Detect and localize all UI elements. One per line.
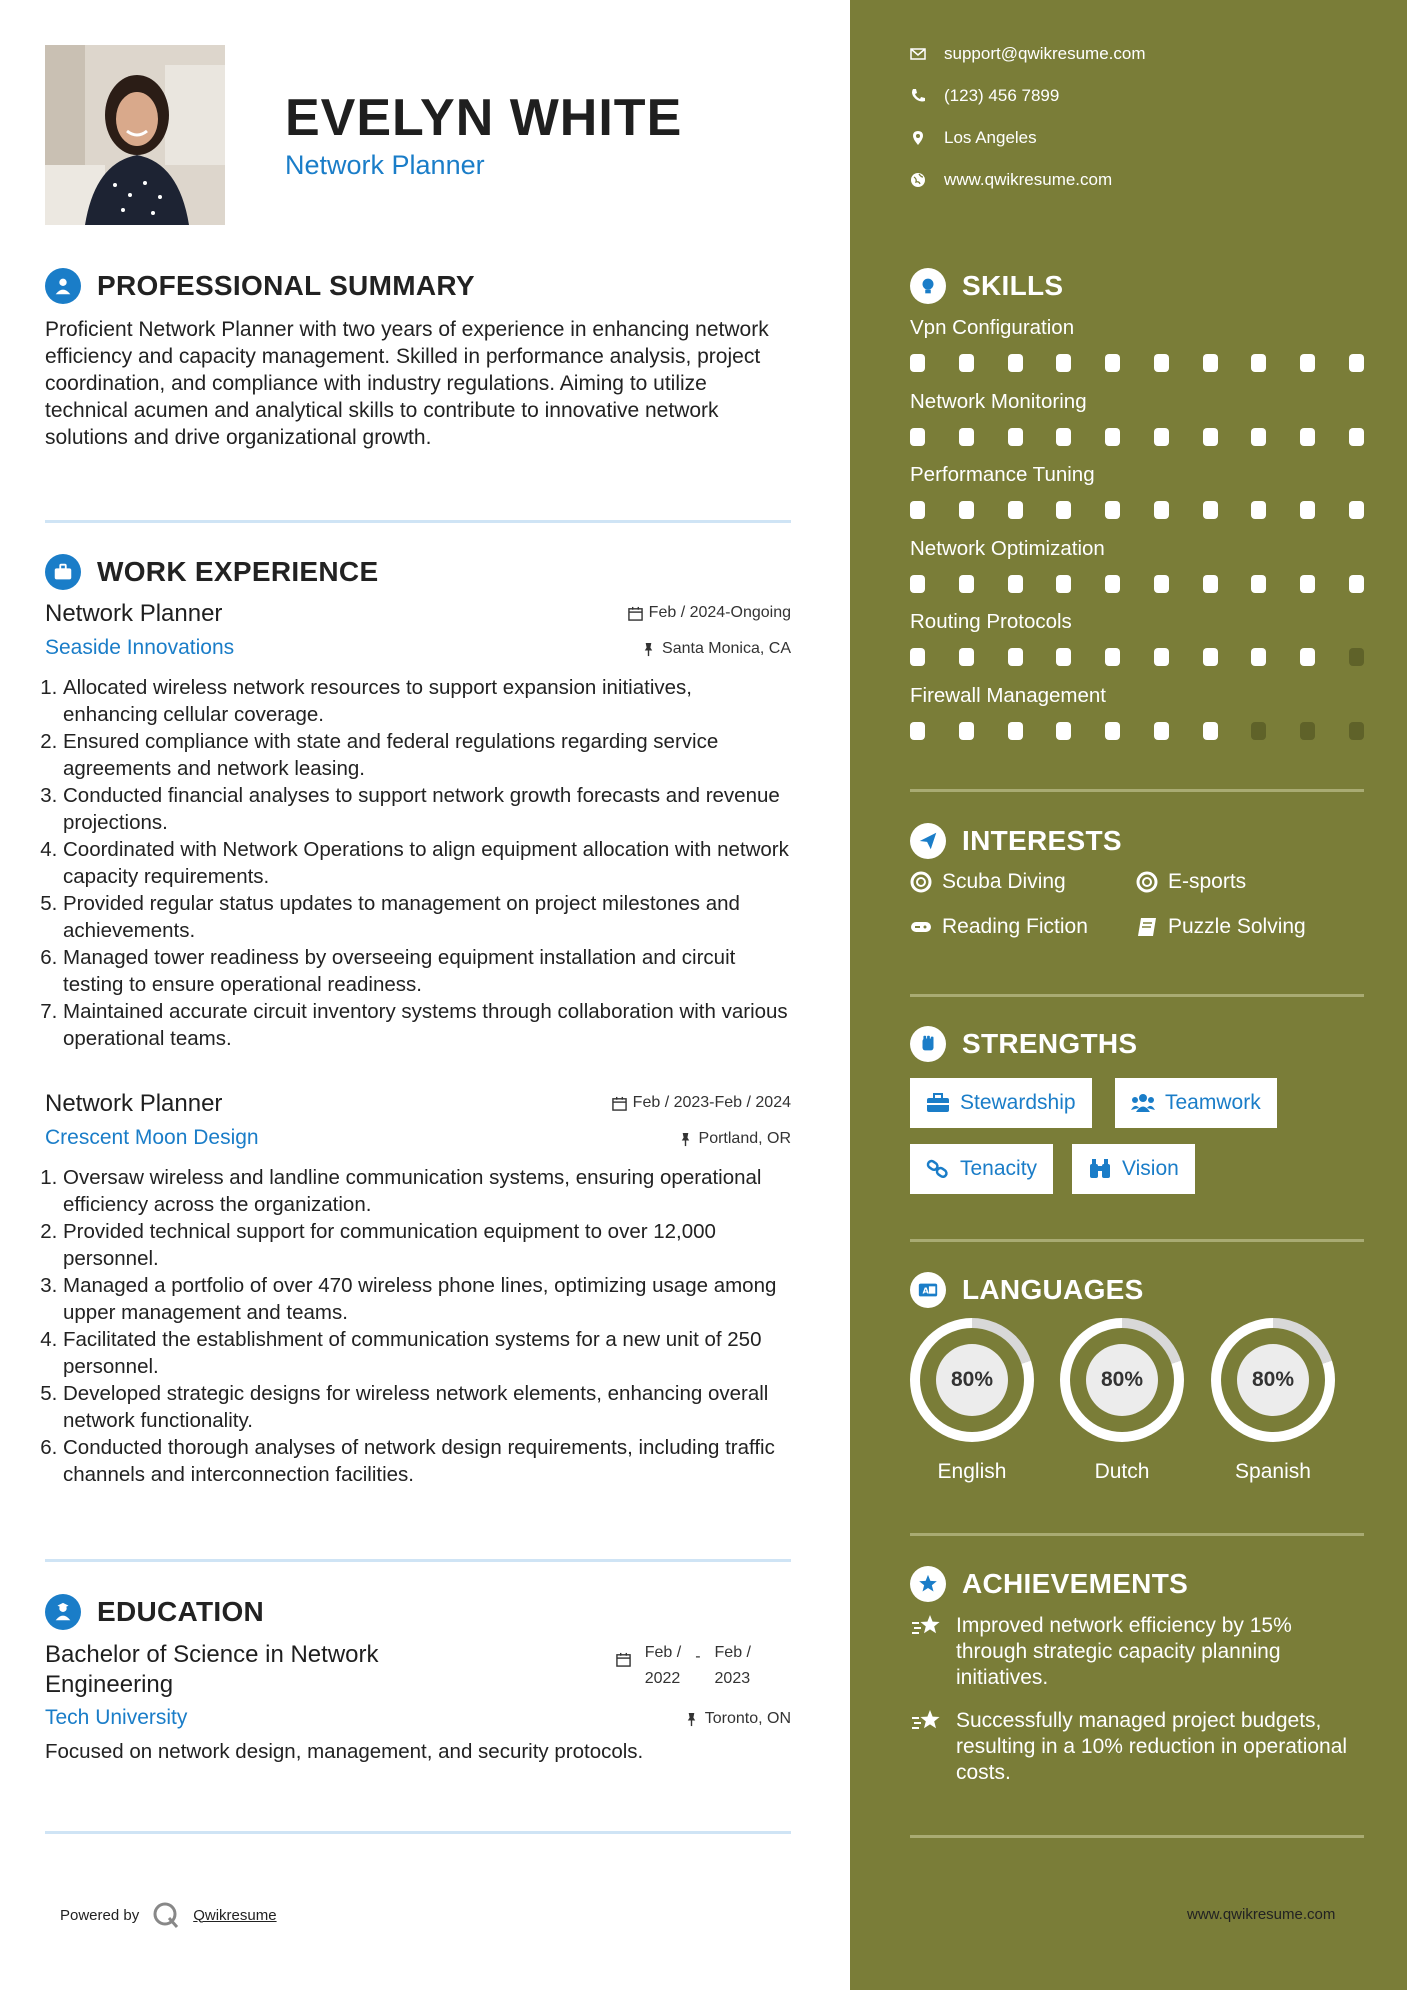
users-icon (1131, 1092, 1155, 1114)
skill-dot (1349, 501, 1364, 519)
map-marker-icon (910, 130, 926, 146)
job-entry (45, 1090, 791, 1488)
list-item: 2. Ensured compliance with state and federal regulations regarding service agreements and network leasing. (63, 728, 791, 782)
skill-name: Network Monitoring (910, 390, 1087, 413)
gamepad-icon (910, 916, 932, 938)
skill-item (910, 684, 1364, 740)
skill-item (910, 316, 1364, 372)
skill-dot (1154, 575, 1169, 593)
strengths-heading (910, 1026, 1137, 1062)
divider (910, 1239, 1364, 1242)
contact-location (910, 128, 1037, 148)
globe-icon (910, 172, 926, 188)
skill-dot (910, 501, 925, 519)
language-name: Spanish (1235, 1460, 1311, 1483)
end-year: 2023 (714, 1670, 751, 1687)
user-icon (45, 268, 81, 304)
language-item (1211, 1318, 1335, 1484)
skill-level-dots (910, 428, 1364, 446)
contact-email[interactable] (910, 44, 1146, 64)
list-item: 6. Conducted thorough analyses of network design requirements, including traffic channels and interconnection facilities. (63, 1434, 791, 1488)
skill-dot (1008, 501, 1023, 519)
interest-item (1136, 870, 1246, 894)
language-percent: 80% (936, 1344, 1008, 1416)
skill-dot (959, 722, 974, 740)
date-separator: - (695, 1648, 701, 1665)
skill-dot (910, 575, 925, 593)
skill-dot (1008, 722, 1023, 740)
divider (45, 520, 791, 523)
strength-label: Vision (1122, 1157, 1179, 1180)
skill-dot (1154, 354, 1169, 372)
skill-item (910, 537, 1364, 593)
skill-dot (1251, 354, 1266, 372)
skill-dot (1056, 354, 1071, 372)
job-location-text: Santa Monica, CA (662, 640, 791, 657)
contact-website[interactable] (910, 170, 1112, 190)
start-year: 2022 (644, 1670, 681, 1687)
candidate-name: EVELYN WHITE (285, 89, 683, 147)
skill-dot (1300, 428, 1315, 446)
skill-dot (1056, 648, 1071, 666)
footer-powered-by (60, 1900, 277, 1930)
life-ring-icon (910, 871, 932, 893)
language-ring (910, 1318, 1034, 1442)
education-heading (45, 1594, 264, 1630)
job-location (678, 1130, 791, 1148)
job-title: Network Planner (45, 600, 223, 627)
language-name: English (937, 1460, 1007, 1483)
skill-dot (1154, 501, 1169, 519)
end-month: Feb / (714, 1644, 751, 1661)
list-item: 4. Coordinated with Network Operations to align equipment allocation with network capacity requirements. (63, 836, 791, 890)
job-title: Network Planner (45, 1090, 223, 1117)
skill-dot (1008, 428, 1023, 446)
skill-dot (1251, 648, 1266, 666)
summary-text: Proficient Network Planner with two years of experience in enhancing network efficiency and capacity management. Skilled in performance analysis, project coordination, and compliance with industry regulations. Aiming to utilize technical acumen and analytical skills to contribute to innovative network solutions and drive organizational growth. (45, 318, 769, 449)
phone-text: (123) 456 7899 (944, 86, 1060, 105)
education-description: Focused on network design, management, and security protocols. (45, 1740, 644, 1763)
calendar-icon (628, 606, 643, 621)
skill-dot (1349, 428, 1364, 446)
skill-dot (1349, 722, 1364, 740)
achievement-text: Improved network efficiency by 15% through strategic capacity planning initiatives. (956, 1614, 1292, 1689)
list-item: 1. Allocated wireless network resources to support expansion initiatives, enhancing cellular coverage. (63, 674, 791, 728)
pin-icon (641, 642, 656, 657)
job-dates (628, 604, 791, 622)
skill-level-dots (910, 575, 1364, 593)
job-company: Seaside Innovations (45, 636, 235, 659)
experience-heading-label: WORK EXPERIENCE (97, 556, 379, 587)
summary-heading (45, 268, 475, 304)
calendar-icon (616, 1652, 631, 1667)
graduation-icon (45, 1594, 81, 1630)
pin-icon (678, 1132, 693, 1147)
fist-icon (910, 1026, 946, 1062)
language-name: Dutch (1094, 1460, 1150, 1483)
skill-dot (959, 575, 974, 593)
skill-dot (1349, 648, 1364, 666)
strength-badge (1115, 1078, 1277, 1128)
interest-label: E-sports (1168, 870, 1247, 893)
briefcase-icon (45, 554, 81, 590)
email-text: support@qwikresume.com (944, 44, 1146, 63)
job-dates-text: Feb / 2024-Ongoing (648, 604, 791, 621)
end-date (715, 1640, 751, 1692)
skill-dot (1056, 428, 1071, 446)
languages-heading (910, 1272, 1144, 1308)
contact-phone[interactable] (910, 86, 1059, 106)
experience-heading (45, 554, 378, 590)
skill-dot (1105, 575, 1120, 593)
list-item: 3. Conducted financial analyses to support network growth forecasts and revenue projections. (63, 782, 791, 836)
interest-item (910, 870, 1066, 894)
skill-item (910, 610, 1364, 666)
paper-plane-icon (910, 823, 946, 859)
skill-dot (959, 501, 974, 519)
skill-level-dots (910, 722, 1364, 740)
languages-heading-label: LANGUAGES (962, 1274, 1144, 1305)
job-entry (45, 600, 791, 1052)
skill-name: Network Optimization (910, 537, 1105, 560)
skill-dot (1203, 575, 1218, 593)
achievements-heading (910, 1566, 1188, 1602)
list-item: 5. Provided regular status updates to management on project milestones and achievements. (63, 890, 791, 944)
strength-label: Stewardship (960, 1091, 1076, 1114)
life-ring-icon (1136, 871, 1158, 893)
skill-dot (1008, 648, 1023, 666)
degree: Bachelor of Science in Network Engineering (45, 1641, 379, 1698)
skill-level-dots (910, 501, 1364, 519)
list-item: 1. Oversaw wireless and landline communication systems, ensuring operational efficiency across the organization. (63, 1164, 791, 1218)
divider (910, 789, 1364, 792)
powered-by-label: Powered by (60, 1906, 140, 1924)
skill-dot (910, 428, 925, 446)
job-bullets (45, 674, 791, 1052)
skill-dot (1105, 354, 1120, 372)
achievements-heading-label: ACHIEVEMENTS (962, 1568, 1189, 1599)
divider (910, 1835, 1364, 1838)
skill-dot (1105, 428, 1120, 446)
education-entry (45, 1640, 791, 1764)
interest-label: Reading Fiction (942, 915, 1088, 938)
skill-dot (1105, 648, 1120, 666)
list-item: 5. Developed strategic designs for wireless network elements, enhancing overall network functionality. (63, 1380, 791, 1434)
brand-link[interactable]: Qwikresume (193, 1906, 277, 1924)
skill-dot (910, 722, 925, 740)
svg-text:A: A (922, 1285, 930, 1296)
skill-dot (1300, 722, 1315, 740)
skill-dot (959, 648, 974, 666)
skill-dot (1105, 722, 1120, 740)
skill-dot (1251, 575, 1266, 593)
summary-heading-label: PROFESSIONAL SUMMARY (97, 270, 475, 301)
skill-name: Routing Protocols (910, 610, 1072, 633)
skill-dot (910, 354, 925, 372)
skill-name: Vpn Configuration (910, 316, 1075, 339)
language-ring (1060, 1318, 1184, 1442)
lightbulb-icon (910, 268, 946, 304)
skill-dot (1349, 575, 1364, 593)
skill-level-dots (910, 354, 1364, 372)
interests-heading (910, 823, 1122, 859)
skill-dot (1203, 501, 1218, 519)
language-percent: 80% (1237, 1344, 1309, 1416)
shooting-star-icon (910, 1613, 942, 1641)
divider (45, 1559, 791, 1562)
divider (910, 1533, 1364, 1536)
skills-heading-label: SKILLS (962, 270, 1064, 301)
skill-dot (1203, 354, 1218, 372)
education-heading-label: EDUCATION (97, 1596, 265, 1627)
skill-item (910, 390, 1364, 446)
book-icon (1136, 916, 1158, 938)
skill-dot (1105, 501, 1120, 519)
interest-item (910, 915, 1088, 939)
star-badge-icon (910, 1566, 946, 1602)
qwikresume-logo-icon (151, 1900, 181, 1930)
language-icon (910, 1272, 946, 1308)
strength-badge (1072, 1144, 1195, 1194)
list-item: 3. Managed a portfolio of over 470 wireless phone lines, optimizing usage among upper management and teams. (63, 1272, 791, 1326)
skill-dot (1056, 575, 1071, 593)
website-text: www.qwikresume.com (944, 170, 1113, 189)
briefcase-icon (926, 1092, 950, 1114)
list-item: 2. Provided technical support for communication equipment to over 12,000 personnel. (63, 1218, 791, 1272)
skill-dot (1056, 722, 1071, 740)
profile-photo (45, 45, 225, 225)
skill-dot (1154, 722, 1169, 740)
language-percent: 80% (1086, 1344, 1158, 1416)
skill-dot (1154, 648, 1169, 666)
pin-icon (684, 1712, 699, 1727)
skill-dot (1251, 428, 1266, 446)
skill-dot (1008, 354, 1023, 372)
list-item: 6. Managed tower readiness by overseeing equipment installation and circuit testing to ensure operational readiness. (63, 944, 791, 998)
interests-heading-label: INTERESTS (962, 825, 1122, 856)
calendar-icon (612, 1096, 627, 1111)
language-item (1060, 1318, 1184, 1484)
education-dates (616, 1640, 751, 1692)
candidate-role: Network Planner (285, 150, 485, 180)
skill-dot (1300, 501, 1315, 519)
language-ring (1211, 1318, 1335, 1442)
list-item: 4. Facilitated the establishment of communication systems for a new unit of 250 personnel. (63, 1326, 791, 1380)
start-date (645, 1640, 681, 1692)
footer-website[interactable]: www.qwikresume.com (1187, 1906, 1336, 1923)
interest-label: Scuba Diving (942, 870, 1066, 893)
skill-name: Firewall Management (910, 684, 1106, 707)
job-location (641, 640, 791, 658)
school: Tech University (45, 1706, 188, 1729)
skill-dot (1251, 722, 1266, 740)
skill-item (910, 463, 1364, 519)
achievement-text: Successfully managed project budgets, resulting in a 10% reduction in operational costs. (956, 1709, 1348, 1784)
skill-dot (1008, 575, 1023, 593)
interest-label: Puzzle Solving (1168, 915, 1306, 938)
education-location-text: Toronto, ON (704, 1710, 791, 1727)
skill-dot (1203, 722, 1218, 740)
skill-dot (910, 648, 925, 666)
skill-dot (1300, 354, 1315, 372)
portrait-image (45, 45, 225, 225)
strengths-heading-label: STRENGTHS (962, 1028, 1138, 1059)
skill-dot (1349, 354, 1364, 372)
education-location (684, 1710, 791, 1728)
interest-item (1136, 915, 1306, 939)
strength-label: Teamwork (1165, 1091, 1261, 1114)
envelope-icon (910, 46, 926, 62)
job-company: Crescent Moon Design (45, 1126, 259, 1149)
skill-name: Performance Tuning (910, 463, 1095, 486)
list-item: 7. Maintained accurate circuit inventory systems through collaboration with various operational teams. (63, 998, 791, 1052)
strength-badge (910, 1144, 1053, 1194)
skill-dot (1203, 648, 1218, 666)
achievement-item (910, 1613, 1364, 1691)
strength-label: Tenacity (960, 1157, 1038, 1180)
job-bullets (45, 1164, 791, 1488)
job-dates-text: Feb / 2023-Feb / 2024 (632, 1094, 791, 1111)
shooting-star-icon (910, 1708, 942, 1736)
strength-badge (910, 1078, 1092, 1128)
job-dates (612, 1094, 791, 1112)
link-icon (926, 1158, 950, 1180)
skill-dot (1056, 501, 1071, 519)
start-month: Feb / (644, 1644, 682, 1661)
binoculars-icon (1088, 1158, 1112, 1180)
skill-dot (1300, 575, 1315, 593)
language-item (910, 1318, 1034, 1484)
location-text: Los Angeles (944, 128, 1037, 147)
skill-dot (1154, 428, 1169, 446)
phone-icon (910, 88, 926, 104)
skills-heading (910, 268, 1063, 304)
skill-dot (1203, 428, 1218, 446)
skill-dot (1251, 501, 1266, 519)
divider (45, 1831, 791, 1834)
job-location-text: Portland, OR (698, 1130, 791, 1147)
skill-dot (959, 354, 974, 372)
skill-level-dots (910, 648, 1364, 666)
skill-dot (959, 428, 974, 446)
achievement-item (910, 1708, 1364, 1786)
skill-dot (1300, 648, 1315, 666)
divider (910, 994, 1364, 997)
